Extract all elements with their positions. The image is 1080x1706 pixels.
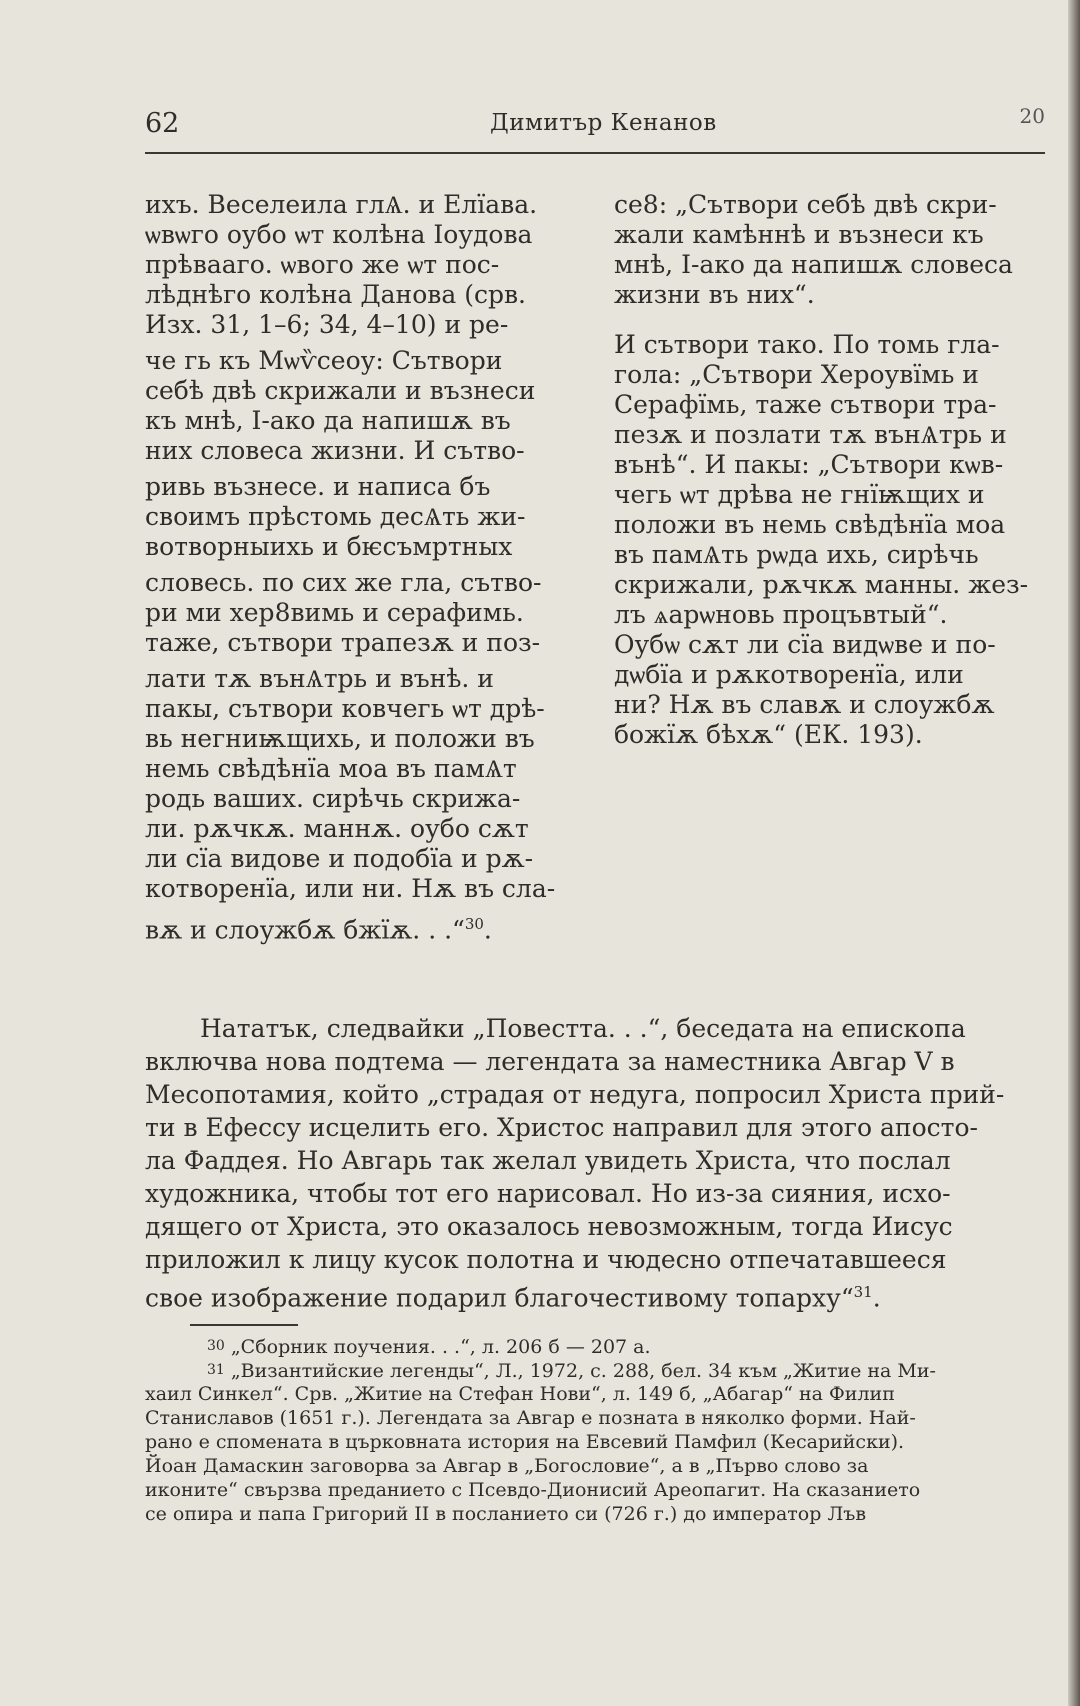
left-line: къ мнѣ, І-ако да напишѫ въ <box>145 406 511 435</box>
right-line: вънѣ“. И пакы: „Сътвори кѡв- <box>614 450 1004 479</box>
footnotes <box>145 1334 1060 1526</box>
body-line-last: свое изображение подарил благочестивому топарху“$^{31}$. <box>145 1283 881 1313</box>
left-line: вотворныихь и бѥсъмртных <box>145 532 513 561</box>
right-line: се8: „Сътвори себѣ двѣ скри- <box>614 190 997 219</box>
left-line: Изх. 31, 1–6; 34, 4–10) и ре- <box>145 310 509 339</box>
left-line: родь ваших. сирѣчь скрижа- <box>145 784 521 813</box>
right-line: дѡбїа и рѫкотворенїа, или <box>614 660 964 689</box>
footnote-ref-31[interactable]: 31 <box>853 1283 873 1301</box>
footnote-line: иконите“ свързва преданието с Псевдо-Дионисий Ареопагит. На сказанието <box>145 1479 921 1501</box>
body-line: художника, чтобы тот его нарисовал. Но из-за сияния, исхо- <box>145 1179 951 1208</box>
footnote-line: Йоан Дамаскин заговорва за Авгар в „Богословие“, а в „Първо слово за <box>145 1455 869 1477</box>
body-line: ла Фаддея. Но Авгарь так желал увидеть Христа, что послал <box>145 1146 951 1175</box>
right-line: пезѫ и позлати тѫ вънѦтрь и <box>614 420 1007 449</box>
page-header <box>145 104 1045 144</box>
right-line: мнѣ, І-ако да напишѫ словеса <box>614 250 1013 279</box>
footnote-30 <box>145 1334 1060 1358</box>
footnote-text: „Византийские легенды“, Л., 1972, с. 288, бел. 34 към „Житие на Ми- <box>230 1360 936 1382</box>
right-paragraph-2 <box>614 330 1052 750</box>
signature-mark: 20 <box>1019 104 1045 128</box>
right-line: лъ ѧарѡновь процъвтый“. <box>614 600 948 629</box>
running-title: Димитър Кенанов <box>490 110 717 136</box>
right-line: Оубѡ сѫт ли сїа видѡве и по- <box>614 630 996 659</box>
right-line: скрижали, рѫчкѫ манны. жез- <box>614 570 1029 599</box>
left-line: ли сїа видове и подобїа и рѫ- <box>145 844 534 873</box>
right-line: И сътвори тако. По томь гла- <box>614 330 1000 359</box>
body-paragraph <box>145 1012 1055 1313</box>
left-line-text: вѫ и слоужбѫ бжїѫ. . .“ <box>145 915 465 945</box>
right-line: жизни въ них“. <box>614 280 815 309</box>
footnote-ref-30[interactable]: 30 <box>464 915 484 933</box>
left-line: ривь възнесе. и написа бъ <box>145 472 491 501</box>
footnote-number: 30 <box>207 1338 225 1354</box>
footnote-line: рано е спомената в църковната история на Евсевий Памфил (Кесарийски). <box>145 1431 905 1453</box>
page-edge <box>1068 0 1080 1706</box>
header-rule <box>145 152 1045 154</box>
left-line: ли. рѫчкѫ. маннѫ. оубо сѫт <box>145 814 529 843</box>
left-line: прѣвааго. ѡвого же ѡт пос- <box>145 250 500 279</box>
left-line: ихъ. Веселеила глѦ. и Елїава. <box>145 190 538 219</box>
body-line-text: свое изображение подарил благочестивому топарху“ <box>145 1283 854 1313</box>
right-paragraph-1 <box>614 190 1052 310</box>
left-line: вь негниѭщихь, и положи въ <box>145 724 535 753</box>
body-line: дящего от Христа, это оказалось невозможным, тогда Иисус <box>145 1212 953 1241</box>
left-line: немь свѣдѣнїа моа въ памѦт <box>145 754 517 783</box>
right-line: положи въ немь свѣдѣнїа моа <box>614 510 1006 539</box>
right-line: божїѫ бѣхѫ“ (ЕК. 193). <box>614 720 923 749</box>
left-line-last: вѫ и слоужбѫ бжїѫ. . .“$^{30}$. <box>145 915 492 945</box>
footnote-number: 31 <box>207 1362 225 1378</box>
footnote-line: хаил Синкел“. Срв. „Житие на Стефан Нови“, л. 149 б, „Абагар“ на Филип <box>145 1383 895 1405</box>
left-column <box>145 190 585 945</box>
right-line: гола: „Сътвори Хероувїмь и <box>614 360 979 389</box>
left-line: них словеса жизни. И сътво- <box>145 436 525 465</box>
body-line: включва нова подтема — легендата за наместника Авгар V в <box>145 1047 955 1076</box>
right-line: въ памѦть рѡда ихь, сирѣчь <box>614 540 979 569</box>
body-line: приложил к лицу кусок полотна и чюдесно отпечатавшееся <box>145 1245 947 1274</box>
left-line: лати тѫ вънѦтрь и вънѣ. и <box>145 664 494 693</box>
left-line: ри ми хер8вимь и серафимь. <box>145 598 524 627</box>
right-line: чегь ѡт дрѣва не гнїѭщих и <box>614 480 985 509</box>
left-line: пакы, сътвори ковчегь ѡт дрѣ- <box>145 694 545 723</box>
right-line: Серафїмь, таже сътвори тра- <box>614 390 997 419</box>
left-line: себѣ двѣ скрижали и възнеси <box>145 376 536 405</box>
footnote-text: „Сборник поучения. . .“, л. 206 б — 207 а. <box>230 1336 651 1358</box>
left-line: лѣднѣго колѣна Данова (срв. <box>145 280 526 309</box>
footnote-line: се опира и папа Григорий II в посланието си (726 г.) до император Лъв <box>145 1503 867 1525</box>
body-line: ти в Ефессу исцелить его. Христос направил для этого апосто- <box>145 1113 978 1142</box>
body-line: Месопотамия, който „страдая от недуга, попросил Христа прий- <box>145 1080 1005 1109</box>
left-line: котворенїа, или ни. Нѫ въ сла- <box>145 874 556 903</box>
left-line: своимъ прѣстомь десѦть жи- <box>145 502 526 531</box>
footnote-31 <box>145 1358 1060 1382</box>
footnote-rule <box>190 1324 298 1326</box>
left-line: че гь къ Мѡѷсеоу: Сътвори <box>145 346 503 375</box>
page-number: 62 <box>145 108 180 139</box>
right-line: жали камѣннѣ и възнеси къ <box>614 220 984 249</box>
right-column <box>614 190 1052 750</box>
body-line: Нататък, следвайки „Повестта. . .“, беседата на епископа <box>200 1014 966 1043</box>
left-line: таже, сътвори трапезѫ и поз- <box>145 628 541 657</box>
right-line: ни? Нѫ въ славѫ и слоужбѫ <box>614 690 995 719</box>
left-line: ѡвѡго оубо ѡт колѣна Іоудова <box>145 220 533 249</box>
footnote-line: Станиславов (1651 г.). Легендата за Авгар е позната в няколко форми. Най- <box>145 1407 916 1429</box>
left-line: словесь. по сих же гла, сътво- <box>145 568 542 597</box>
